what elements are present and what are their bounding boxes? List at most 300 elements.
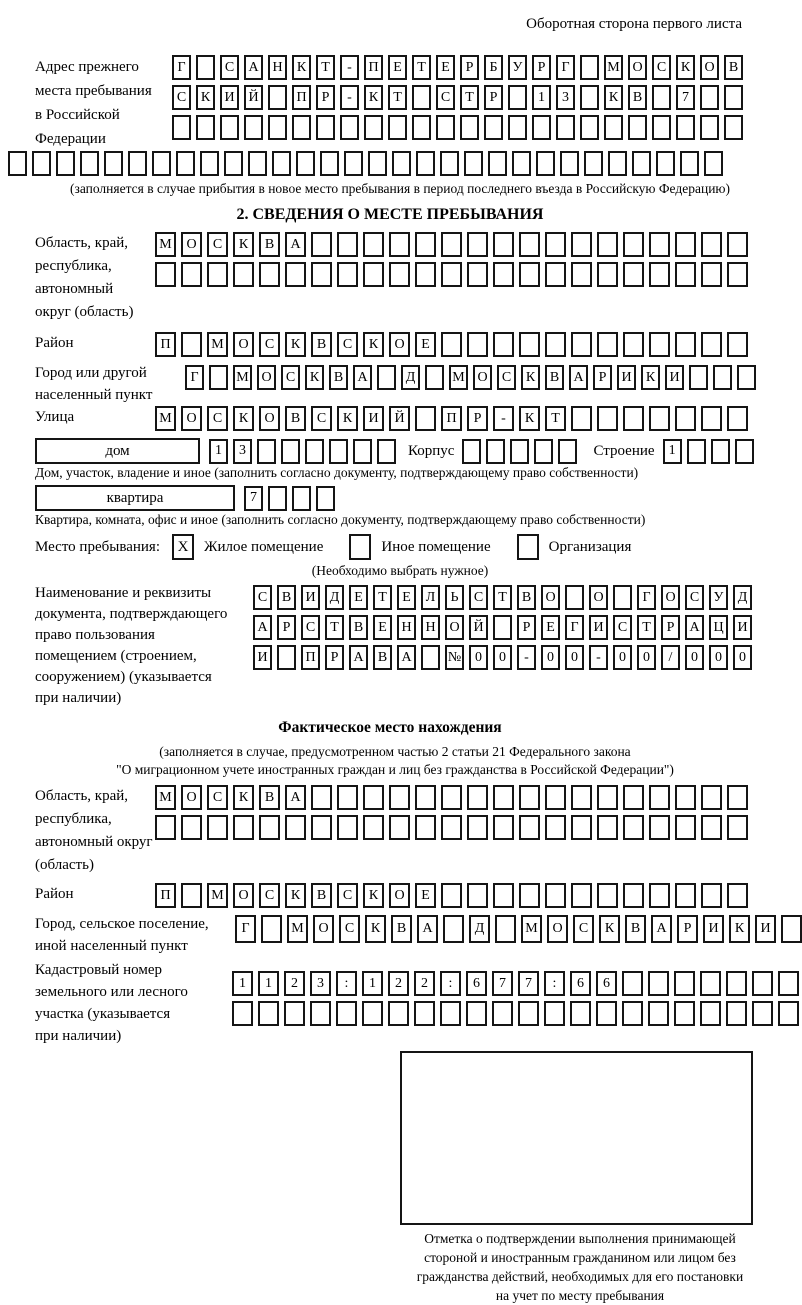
char-cell[interactable]: С [253,585,272,610]
char-cell[interactable] [181,883,202,908]
char-cell[interactable]: К [599,915,620,943]
char-cell[interactable] [493,883,514,908]
char-cell[interactable]: Т [316,55,335,80]
char-cell[interactable] [727,232,748,257]
char-cell[interactable]: В [349,615,368,640]
char-cell[interactable] [727,785,748,810]
char-cell[interactable]: Т [373,585,392,610]
char-cell[interactable] [440,151,459,176]
char-cell[interactable]: К [729,915,750,943]
char-cell[interactable] [648,971,669,996]
char-cell[interactable]: Р [277,615,296,640]
char-cell[interactable]: Г [556,55,575,80]
char-cell[interactable] [196,115,215,140]
char-cell[interactable] [752,1001,773,1026]
char-cell[interactable] [467,232,488,257]
char-cell[interactable]: И [589,615,608,640]
char-cell[interactable]: 1 [258,971,279,996]
char-cell[interactable] [571,232,592,257]
char-cell[interactable]: О [181,785,202,810]
char-cell[interactable]: 6 [596,971,617,996]
document-line-2[interactable] [253,615,752,640]
char-cell[interactable]: Е [541,615,560,640]
char-cell[interactable] [676,115,695,140]
char-cell[interactable]: 1 [209,439,228,464]
char-cell[interactable] [701,332,722,357]
char-cell[interactable] [726,1001,747,1026]
char-cell[interactable]: А [685,615,704,640]
char-cell[interactable] [181,815,202,840]
char-cell[interactable] [155,262,176,287]
char-cell[interactable]: : [336,971,357,996]
char-cell[interactable] [701,262,722,287]
char-cell[interactable]: К [285,883,306,908]
char-cell[interactable]: А [651,915,672,943]
char-cell[interactable]: 1 [663,439,682,464]
char-cell[interactable]: О [445,615,464,640]
char-cell[interactable]: О [473,365,492,390]
char-cell[interactable] [285,262,306,287]
char-cell[interactable] [181,262,202,287]
char-cell[interactable]: Ц [709,615,728,640]
char-cell[interactable]: Р [677,915,698,943]
char-cell[interactable]: С [207,232,228,257]
char-cell[interactable] [311,262,332,287]
stay-type-checkbox-organization[interactable] [517,534,539,560]
char-cell[interactable] [416,151,435,176]
char-cell[interactable]: М [155,232,176,257]
char-cell[interactable]: Р [460,55,479,80]
char-cell[interactable]: В [329,365,348,390]
char-cell[interactable]: 0 [541,645,560,670]
char-cell[interactable] [649,332,670,357]
char-cell[interactable] [493,785,514,810]
char-cell[interactable] [519,332,540,357]
char-cell[interactable] [377,439,396,464]
char-cell[interactable] [724,115,743,140]
char-cell[interactable] [415,785,436,810]
char-cell[interactable] [622,1001,643,1026]
char-cell[interactable] [421,645,440,670]
char-cell[interactable]: О [661,585,680,610]
char-cell[interactable]: 0 [565,645,584,670]
char-cell[interactable] [80,151,99,176]
char-cell[interactable] [486,439,505,464]
char-cell[interactable]: О [233,332,254,357]
char-cell[interactable] [623,785,644,810]
char-cell[interactable] [259,262,280,287]
char-cell[interactable] [441,883,462,908]
char-cell[interactable] [675,262,696,287]
char-cell[interactable] [727,262,748,287]
char-cell[interactable] [700,971,721,996]
char-cell[interactable] [713,365,732,390]
char-cell[interactable]: 0 [469,645,488,670]
actual-city-line[interactable] [235,915,802,943]
char-cell[interactable]: 7 [244,486,263,511]
char-cell[interactable] [700,115,719,140]
char-cell[interactable] [292,486,311,511]
char-cell[interactable] [353,439,372,464]
char-cell[interactable] [508,115,527,140]
char-cell[interactable] [362,1001,383,1026]
char-cell[interactable] [104,151,123,176]
char-cell[interactable] [414,1001,435,1026]
actual-district-line[interactable] [155,883,748,908]
stay-type-checkbox-residential[interactable]: X [172,534,194,560]
char-cell[interactable] [649,785,670,810]
char-cell[interactable] [781,915,802,943]
char-cell[interactable] [8,151,27,176]
char-cell[interactable]: В [285,406,306,431]
char-cell[interactable]: В [628,85,647,110]
char-cell[interactable]: Р [593,365,612,390]
char-cell[interactable]: Е [415,332,436,357]
street-line[interactable] [155,406,748,431]
char-cell[interactable]: К [676,55,695,80]
city-line[interactable] [185,365,756,390]
char-cell[interactable]: С [339,915,360,943]
char-cell[interactable]: Т [637,615,656,640]
char-cell[interactable]: - [340,55,359,80]
char-cell[interactable]: А [285,232,306,257]
char-cell[interactable]: К [196,85,215,110]
char-cell[interactable]: А [244,55,263,80]
char-cell[interactable] [727,883,748,908]
char-cell[interactable] [344,151,363,176]
char-cell[interactable]: Д [325,585,344,610]
char-cell[interactable]: 0 [733,645,752,670]
char-cell[interactable] [656,151,675,176]
char-cell[interactable] [389,785,410,810]
char-cell[interactable]: 1 [362,971,383,996]
char-cell[interactable] [415,262,436,287]
stay-type-checkbox-other[interactable] [349,534,371,560]
char-cell[interactable] [544,1001,565,1026]
char-cell[interactable]: М [449,365,468,390]
char-cell[interactable] [580,55,599,80]
char-cell[interactable]: 2 [284,971,305,996]
previous-address-line-4[interactable] [8,151,800,176]
cadastral-line-1[interactable] [232,971,799,996]
char-cell[interactable]: С [207,406,228,431]
char-cell[interactable] [388,115,407,140]
char-cell[interactable] [519,262,540,287]
char-cell[interactable] [363,815,384,840]
char-cell[interactable] [493,332,514,357]
char-cell[interactable]: Т [325,615,344,640]
char-cell[interactable]: К [521,365,540,390]
char-cell[interactable] [570,1001,591,1026]
document-line-1[interactable] [253,585,752,610]
char-cell[interactable]: В [311,332,332,357]
char-cell[interactable]: В [311,883,332,908]
char-cell[interactable] [558,439,577,464]
char-cell[interactable] [460,115,479,140]
char-cell[interactable] [311,785,332,810]
char-cell[interactable]: 2 [388,971,409,996]
char-cell[interactable] [336,1001,357,1026]
char-cell[interactable]: К [363,883,384,908]
char-cell[interactable]: К [365,915,386,943]
char-cell[interactable] [443,915,464,943]
actual-region-line-2[interactable] [155,815,748,840]
char-cell[interactable] [392,151,411,176]
char-cell[interactable] [711,439,730,464]
actual-region-line-1[interactable] [155,785,748,810]
char-cell[interactable]: Г [637,585,656,610]
char-cell[interactable] [316,115,335,140]
char-cell[interactable] [675,785,696,810]
char-cell[interactable] [292,115,311,140]
char-cell[interactable]: Д [469,915,490,943]
char-cell[interactable]: О [181,232,202,257]
char-cell[interactable]: И [301,585,320,610]
char-cell[interactable] [268,115,287,140]
char-cell[interactable] [726,971,747,996]
char-cell[interactable]: К [519,406,540,431]
char-cell[interactable]: И [363,406,384,431]
char-cell[interactable]: 3 [310,971,331,996]
char-cell[interactable] [209,365,228,390]
char-cell[interactable] [724,85,743,110]
region-line-2[interactable] [155,262,748,287]
stroenie-cells[interactable] [663,439,754,464]
char-cell[interactable] [32,151,51,176]
char-cell[interactable] [316,486,335,511]
char-cell[interactable]: Е [415,883,436,908]
char-cell[interactable]: 7 [676,85,695,110]
char-cell[interactable] [571,406,592,431]
char-cell[interactable] [311,815,332,840]
char-cell[interactable] [389,262,410,287]
char-cell[interactable] [597,262,618,287]
char-cell[interactable]: А [349,645,368,670]
previous-address-line-3[interactable] [172,115,743,140]
char-cell[interactable]: О [257,365,276,390]
char-cell[interactable] [675,406,696,431]
char-cell[interactable]: Д [401,365,420,390]
char-cell[interactable] [675,883,696,908]
char-cell[interactable] [545,883,566,908]
char-cell[interactable] [415,232,436,257]
char-cell[interactable]: С [652,55,671,80]
char-cell[interactable]: 0 [685,645,704,670]
char-cell[interactable] [519,785,540,810]
char-cell[interactable]: В [545,365,564,390]
char-cell[interactable]: К [233,785,254,810]
char-cell[interactable] [608,151,627,176]
char-cell[interactable] [623,815,644,840]
char-cell[interactable]: В [391,915,412,943]
char-cell[interactable] [580,85,599,110]
char-cell[interactable]: 3 [233,439,252,464]
char-cell[interactable]: Р [661,615,680,640]
char-cell[interactable]: 0 [613,645,632,670]
char-cell[interactable] [176,151,195,176]
char-cell[interactable]: 6 [466,971,487,996]
char-cell[interactable]: Н [397,615,416,640]
char-cell[interactable] [674,1001,695,1026]
char-cell[interactable]: П [292,85,311,110]
char-cell[interactable]: Г [185,365,204,390]
char-cell[interactable] [700,85,719,110]
char-cell[interactable] [389,815,410,840]
char-cell[interactable] [752,971,773,996]
char-cell[interactable] [580,115,599,140]
char-cell[interactable]: О [259,406,280,431]
char-cell[interactable] [492,1001,513,1026]
char-cell[interactable] [467,332,488,357]
char-cell[interactable] [268,85,287,110]
char-cell[interactable]: Ь [445,585,464,610]
char-cell[interactable] [519,232,540,257]
char-cell[interactable] [704,151,723,176]
char-cell[interactable] [510,439,529,464]
char-cell[interactable]: Б [484,55,503,80]
char-cell[interactable] [597,785,618,810]
char-cell[interactable] [735,439,754,464]
char-cell[interactable]: 7 [492,971,513,996]
char-cell[interactable] [285,815,306,840]
char-cell[interactable] [244,115,263,140]
char-cell[interactable]: П [301,645,320,670]
char-cell[interactable]: Е [349,585,368,610]
char-cell[interactable] [701,883,722,908]
char-cell[interactable]: В [259,232,280,257]
char-cell[interactable] [441,232,462,257]
char-cell[interactable] [701,406,722,431]
char-cell[interactable]: Е [373,615,392,640]
char-cell[interactable] [675,815,696,840]
char-cell[interactable] [597,332,618,357]
char-cell[interactable] [441,815,462,840]
char-cell[interactable] [778,971,799,996]
char-cell[interactable]: К [285,332,306,357]
char-cell[interactable] [305,439,324,464]
char-cell[interactable]: С [685,585,704,610]
char-cell[interactable] [467,262,488,287]
char-cell[interactable] [257,439,276,464]
char-cell[interactable] [337,262,358,287]
char-cell[interactable] [604,115,623,140]
char-cell[interactable] [310,1001,331,1026]
char-cell[interactable] [172,115,191,140]
char-cell[interactable] [508,85,527,110]
previous-address-line-1[interactable] [172,55,743,80]
char-cell[interactable]: О [389,883,410,908]
char-cell[interactable] [436,115,455,140]
char-cell[interactable] [363,785,384,810]
previous-address-line-2[interactable] [172,85,743,110]
char-cell[interactable]: В [517,585,536,610]
char-cell[interactable]: А [417,915,438,943]
char-cell[interactable]: - [589,645,608,670]
char-cell[interactable]: С [613,615,632,640]
char-cell[interactable] [389,232,410,257]
char-cell[interactable] [484,115,503,140]
char-cell[interactable]: О [547,915,568,943]
char-cell[interactable] [571,815,592,840]
char-cell[interactable]: К [305,365,324,390]
char-cell[interactable] [649,406,670,431]
char-cell[interactable] [152,151,171,176]
apartment-cells[interactable] [244,486,335,511]
char-cell[interactable]: Й [469,615,488,640]
char-cell[interactable] [545,785,566,810]
char-cell[interactable]: И [665,365,684,390]
char-cell[interactable] [296,151,315,176]
char-cell[interactable]: Т [460,85,479,110]
char-cell[interactable] [467,815,488,840]
char-cell[interactable] [248,151,267,176]
char-cell[interactable] [364,115,383,140]
char-cell[interactable] [412,85,431,110]
char-cell[interactable] [674,971,695,996]
char-cell[interactable]: А [253,615,272,640]
char-cell[interactable] [613,585,632,610]
char-cell[interactable]: Н [268,55,287,80]
char-cell[interactable]: С [311,406,332,431]
char-cell[interactable] [258,1001,279,1026]
char-cell[interactable]: К [292,55,311,80]
char-cell[interactable]: О [700,55,719,80]
char-cell[interactable] [737,365,756,390]
char-cell[interactable]: К [363,332,384,357]
char-cell[interactable] [623,406,644,431]
char-cell[interactable] [200,151,219,176]
char-cell[interactable]: И [617,365,636,390]
char-cell[interactable]: В [373,645,392,670]
char-cell[interactable]: П [364,55,383,80]
char-cell[interactable] [778,1001,799,1026]
char-cell[interactable] [155,815,176,840]
char-cell[interactable]: С [573,915,594,943]
char-cell[interactable] [648,1001,669,1026]
char-cell[interactable] [259,815,280,840]
char-cell[interactable] [571,883,592,908]
char-cell[interactable] [281,439,300,464]
char-cell[interactable]: - [340,85,359,110]
char-cell[interactable]: М [233,365,252,390]
char-cell[interactable] [675,332,696,357]
char-cell[interactable]: В [724,55,743,80]
char-cell[interactable]: А [397,645,416,670]
char-cell[interactable]: С [259,883,280,908]
char-cell[interactable] [277,645,296,670]
char-cell[interactable]: И [253,645,272,670]
char-cell[interactable]: К [233,406,254,431]
char-cell[interactable] [493,815,514,840]
char-cell[interactable]: 0 [637,645,656,670]
char-cell[interactable]: С [172,85,191,110]
char-cell[interactable] [207,815,228,840]
char-cell[interactable]: Р [532,55,551,80]
char-cell[interactable] [689,365,708,390]
char-cell[interactable]: С [337,332,358,357]
char-cell[interactable]: О [628,55,647,80]
char-cell[interactable]: П [441,406,462,431]
char-cell[interactable]: Е [436,55,455,80]
char-cell[interactable] [337,785,358,810]
char-cell[interactable]: В [259,785,280,810]
char-cell[interactable]: Р [325,645,344,670]
char-cell[interactable]: № [445,645,464,670]
char-cell[interactable] [56,151,75,176]
char-cell[interactable] [649,262,670,287]
char-cell[interactable] [220,115,239,140]
char-cell[interactable]: И [220,85,239,110]
